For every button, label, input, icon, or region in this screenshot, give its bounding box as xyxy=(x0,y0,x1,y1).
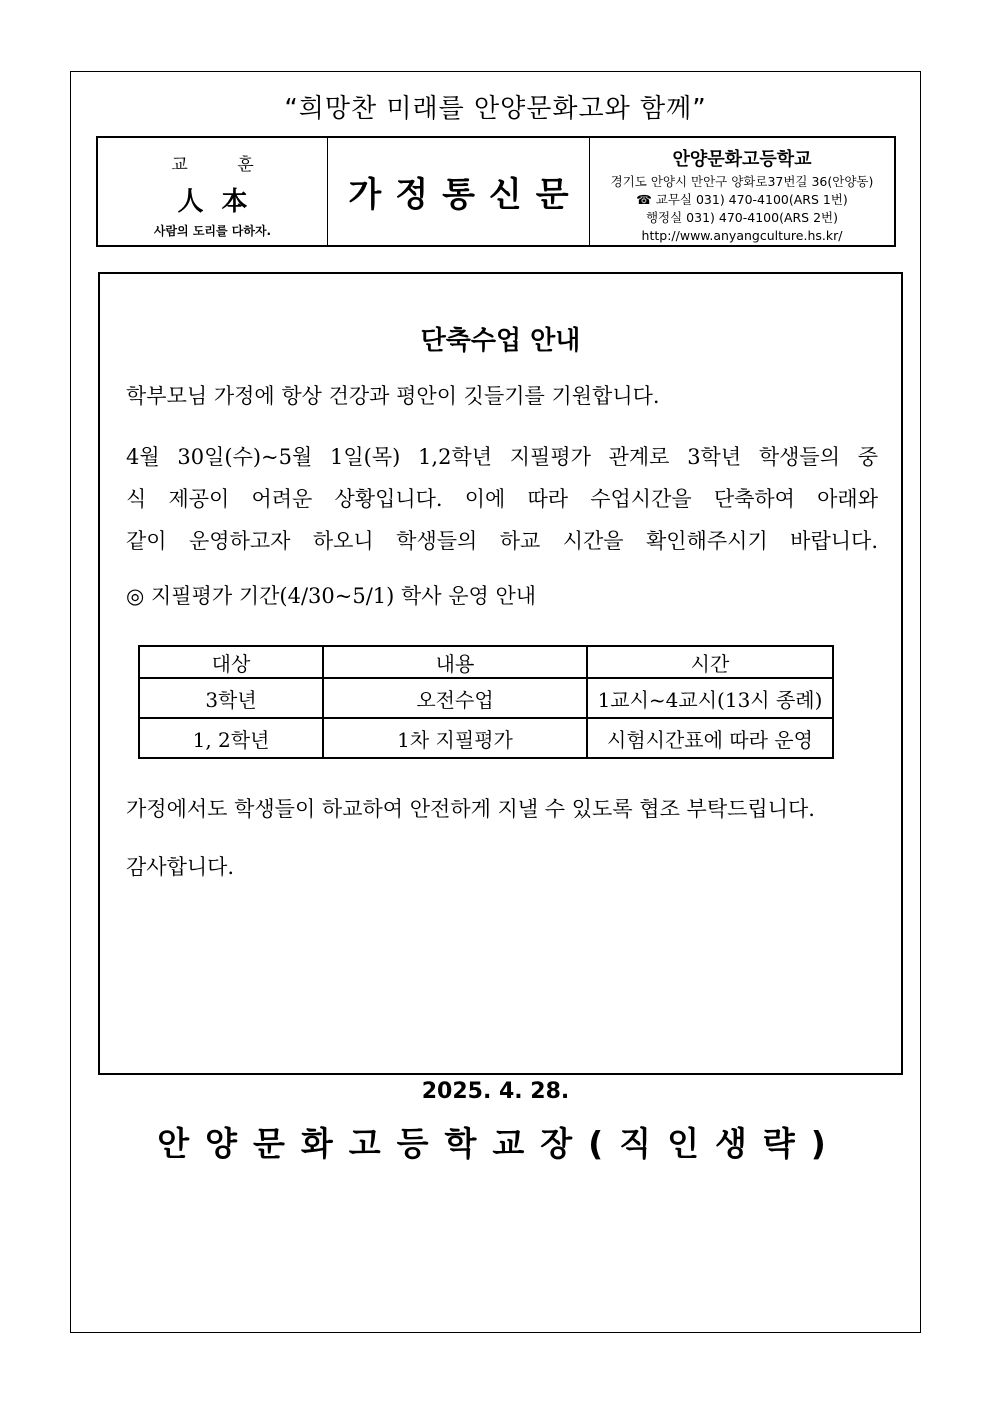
main-paragraph-line: 같이 운영하고자 하오니 학생들의 하교 시간을 확인해주시기 바랍니다. xyxy=(126,529,878,553)
schedule-table xyxy=(138,645,834,759)
table-cell: 오전수업 xyxy=(323,678,587,718)
slogan: “희망찬 미래를 안양문화고와 함께” xyxy=(284,94,707,124)
main-paragraph xyxy=(126,436,878,562)
table-cell: 1, 2학년 xyxy=(139,718,323,758)
motto-label: 교 훈 xyxy=(171,155,276,175)
school-info xyxy=(590,138,894,245)
motto-hanja: 人本 xyxy=(177,187,266,217)
phone-teachers-office: ☎ 교무실 031) 470-4100(ARS 1번) xyxy=(636,192,848,207)
principal-signature: 안양문화고등학교장(직인생략) xyxy=(157,1124,842,1163)
closing-text: 가정에서도 학생들이 하교하여 안전하게 지낼 수 있도록 협조 부탁드립니다. xyxy=(126,797,815,821)
issue-date: 2025. 4. 28. xyxy=(421,1079,570,1104)
document-title: 가정통신문 xyxy=(328,138,590,245)
table-cell: 1교시~4교시(13시 종례) xyxy=(587,678,833,718)
table-header-cell: 대상 xyxy=(139,646,323,678)
table-header-row xyxy=(139,646,833,678)
school-motto xyxy=(98,138,328,245)
table-row xyxy=(139,718,833,758)
phone-admin-office: 행정실 031) 470-4100(ARS 2번) xyxy=(645,210,838,225)
motto-subtitle: 사람의 도리를 다하자. xyxy=(153,224,272,238)
table-cell: 3학년 xyxy=(139,678,323,718)
letterhead xyxy=(96,136,896,247)
table-cell: 1차 지필평가 xyxy=(323,718,587,758)
thanks-text: 감사합니다. xyxy=(126,855,235,879)
school-address: 경기도 안양시 만안구 양화로37번길 36(안양동) xyxy=(610,174,874,189)
main-paragraph-line: 식 제공이 어려운 상황입니다. 이에 따라 수업시간을 단축하여 아래와 xyxy=(126,487,878,511)
school-website[interactable]: http://www.anyangculture.hs.kr/ xyxy=(641,228,843,243)
notice-title: 단축수업 안내 xyxy=(420,326,581,356)
table-row xyxy=(139,678,833,718)
table-header-cell: 내용 xyxy=(323,646,587,678)
table-cell: 시험시간표에 따라 운영 xyxy=(587,718,833,758)
table-header-cell: 시간 xyxy=(587,646,833,678)
section-heading: ◎ 지필평가 기간(4/30~5/1) 학사 운영 안내 xyxy=(126,584,537,608)
notice-body xyxy=(98,272,903,1075)
main-paragraph-line: 4월 30일(수)~5월 1일(목) 1,2학년 지필평가 관계로 3학년 학생들의 중 xyxy=(126,445,878,469)
greeting-text: 학부모님 가정에 항상 건강과 평안이 깃들기를 기원합니다. xyxy=(126,384,660,408)
school-name: 안양문화고등학교 xyxy=(672,149,812,170)
